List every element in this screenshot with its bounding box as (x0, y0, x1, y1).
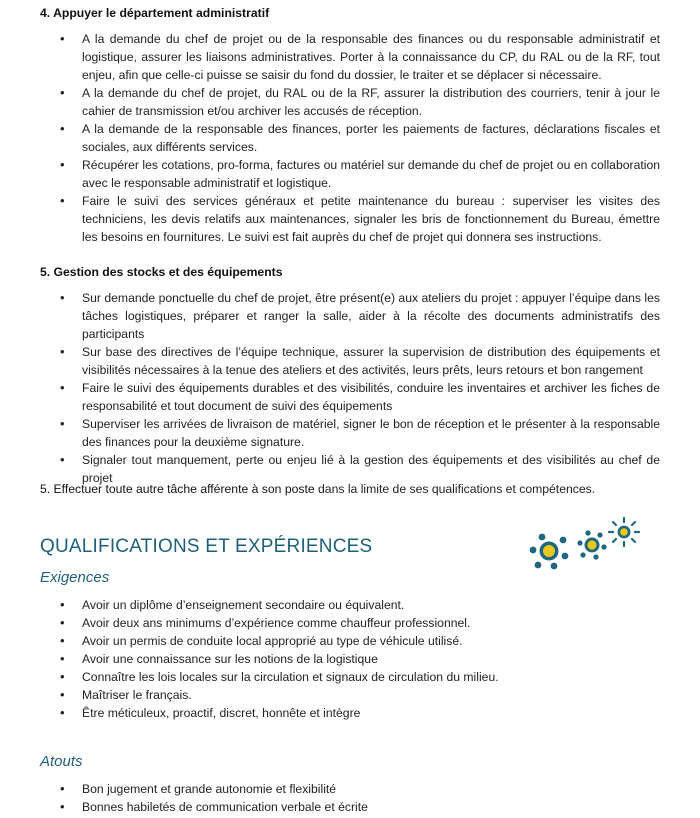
list-item: • A la demande du chef de projet, du RAL ou de la RF, assurer la distribution des courriers, tenir à jour le cahier de transmission et/ou archiver les accusés de réception. (40, 84, 660, 120)
list-item: • Sur base des directives de l’équipe technique, assurer la supervision de distribution des équipements et visibilités nécessaires à la tenue des ateliers et des activités, leurs prêts, leurs retours et bon rangement (40, 343, 660, 379)
list-item: • A la demande du chef de projet ou de la responsable des finances ou du responsable administratif et logistique, assurer les liaisons administratives. Porter à la connaissance du CP, du RAL ou de la RF, tout enjeu, afin que celle-ci puisse se saisir du fond du dossier, le traiter et se déplacer si nécessaire. (40, 30, 660, 84)
atouts-list (40, 780, 660, 816)
list-item: • Superviser les arrivées de livraison de matériel, signer le bon de réception et le présenter à la responsable des finances pour la deuxième signature. (40, 415, 660, 451)
list-item: • Signaler tout manquement, perte ou enjeu lié à la gestion des équipements et des visibilités au chef de projet (40, 451, 660, 487)
list-item: • Faire le suivi des équipements durables et des visibilités, conduire les inventaires et archiver les fiches de responsabilité et tout document de suivi des équipements (40, 379, 660, 415)
list-item: • Bonnes habiletés de communication verbale et écrite (40, 798, 660, 816)
list-item: • Maîtriser le français. (40, 686, 660, 704)
list-item: • Récupérer les cotations, pro-forma, factures ou matériel sur demande du chef de projet ou en collaboration avec le responsable administratif et logistique. (40, 156, 660, 192)
list-item: • A la demande de la responsable des finances, porter les paiements de factures, déclarations fiscales et sociales, aux différents services. (40, 120, 660, 156)
section-4-list (40, 30, 660, 246)
section-5-list (40, 289, 660, 487)
list-item: • Avoir un permis de conduite local approprié au type de véhicule utilisé. (40, 632, 660, 650)
large-flower (530, 534, 569, 570)
list-item: • Connaître les lois locales sur la circulation et signaux de circulation du milieu. (40, 668, 660, 686)
sun-flowers-logo-icon (516, 510, 646, 585)
qualifications-title: QUALIFICATIONS ET EXPÉRIENCES (40, 536, 373, 557)
exigences-title: Exigences (40, 569, 110, 586)
other-tasks-paragraph (40, 481, 670, 497)
other-tasks-strong: 5. Effectuer toute autre tâche afférente à son poste (40, 482, 315, 496)
list-item: • Faire le suivi des services généraux et petite maintenance du bureau : superviser les visites des techniciens, les devis relatifs aux maintenances, signaler les bris de fonctionnement du Bureau, émettre les besoins en fournitures. Le suivi est fait auprès du chef de projet qui donnera ses instructions. (40, 192, 660, 246)
list-item: • Bon jugement et grande autonomie et flexibilité (40, 780, 660, 798)
exigences-list (40, 596, 660, 722)
list-item: • Avoir un diplôme d’enseignement secondaire ou équivalent. (40, 596, 660, 614)
small-flower (609, 518, 639, 546)
medium-flower (577, 530, 606, 559)
list-item: • Avoir deux ans minimums d’expérience comme chauffeur professionnel. (40, 614, 660, 632)
other-tasks-rest: dans la limite de ses qualifications et compétences. (314, 482, 596, 496)
list-item: • Avoir une connaissance sur les notions de la logistique (40, 650, 660, 668)
section-4-heading: 4. Appuyer le département administratif (40, 6, 270, 20)
section-5-heading: 5. Gestion des stocks et des équipements (40, 265, 283, 279)
list-item: • Être méticuleux, proactif, discret, honnête et intègre (40, 704, 660, 722)
atouts-title: Atouts (40, 753, 83, 770)
list-item: • Sur demande ponctuelle du chef de projet, être présent(e) aux ateliers du projet : appuyer l’équipe dans les tâches logistiques, préparer et ranger la salle, aider à la récolte des documents administratifs des participants (40, 289, 660, 343)
